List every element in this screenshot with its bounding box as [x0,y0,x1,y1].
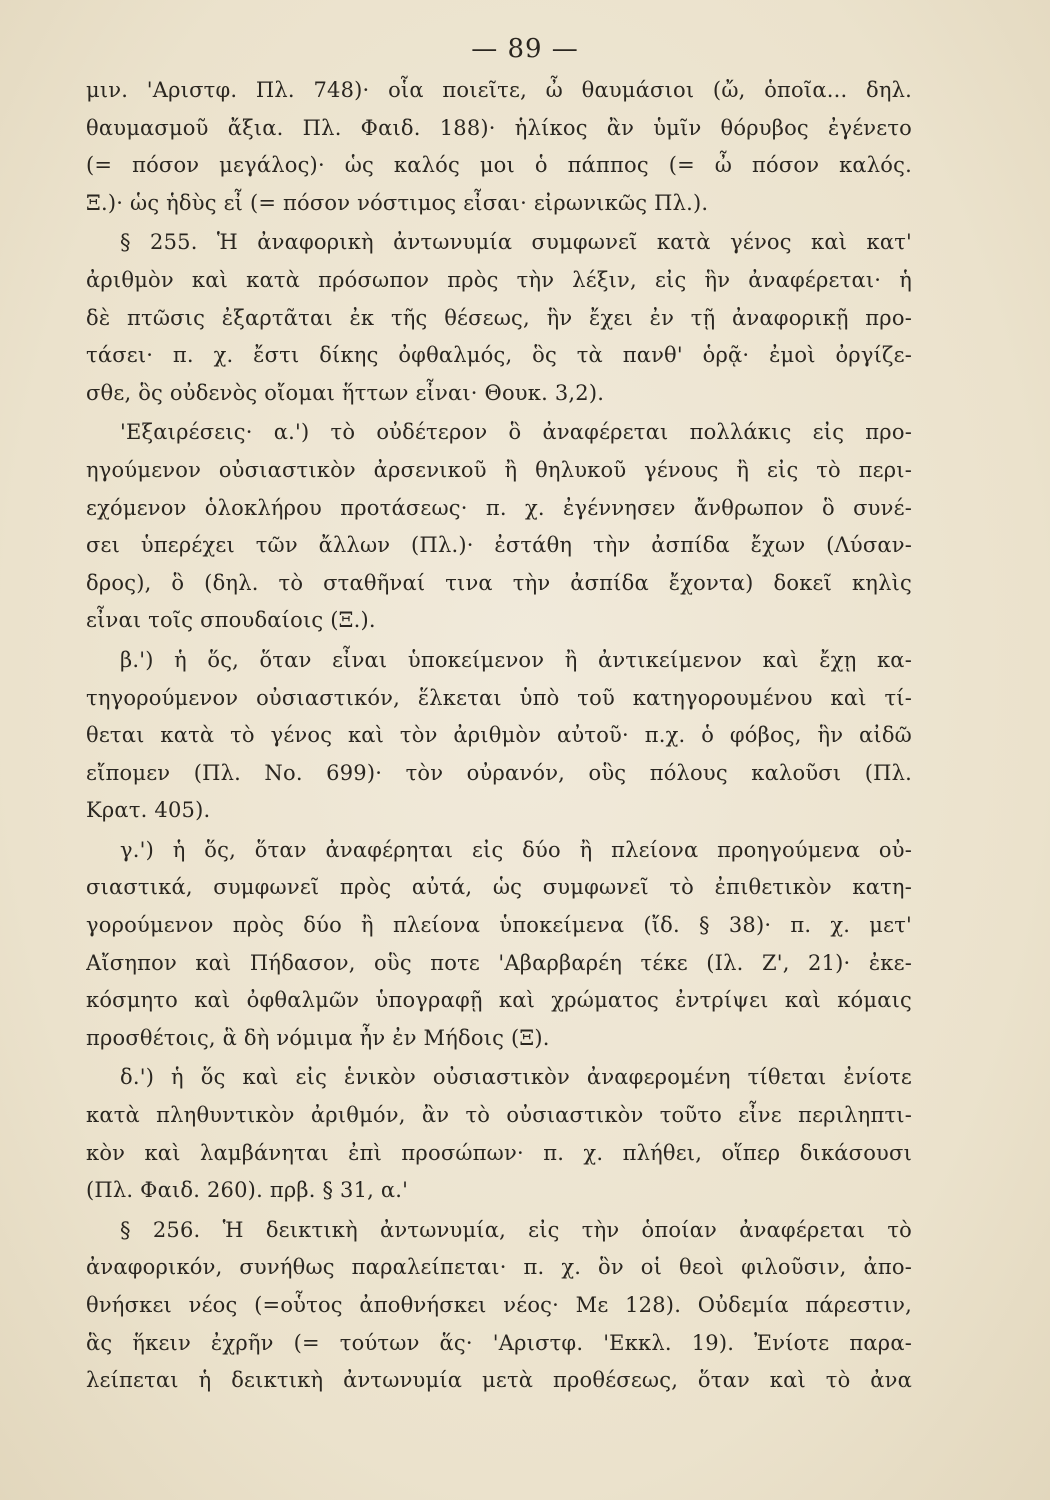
text-line: σιαστικά, συμφωνεῖ πρὸς αὐτά, ὡς συμφωνεῖ τὸ ἐπιθετικὸν κατη- [86,875,912,900]
text-line: γ.') ἡ ὅς, ὅταν ἀναφέρηται εἰς δύο ἢ πλείονα προηγούμενα οὐ- [120,837,912,862]
text-line: ἃς ἥκειν ἐχρῆν (= τούτων ἅς· 'Αριστφ. 'Εκκλ. 19). Ἐνίοτε παρα- [86,1330,912,1355]
text-line: § 255. Ἡ ἀναφορικὴ ἀντωνυμία συμφωνεῖ κατὰ γένος καὶ κατ' [120,230,912,255]
text-line: λείπεται ἡ δεικτικὴ ἀντωνυμία μετὰ προθέσεως, ὅταν καὶ τὸ ἀνα [86,1368,912,1393]
text-line: (Πλ. Φαιδ. 260). πρβ. § 31, α.' [86,1178,409,1203]
page-body-text [86,72,912,1400]
text-line: γορούμενον πρὸς δύο ἢ πλείονα ὑποκείμενα (ἴδ. § 38)· π. χ. μετ' [86,913,912,938]
text-line: τηγορούμενον οὐσιαστικόν, ἕλκεται ὑπὸ τοῦ κατηγορουμένου καὶ τί- [86,685,912,710]
text-line: Κρατ. 405). [86,798,211,823]
page-number: — 89 — [471,34,579,64]
text-line: εχόμενον ὁλοκλήρου προτάσεως· π. χ. ἐγέννησεν ἄνθρωπον ὃ συνέ- [86,495,912,520]
text-line: ηγούμενον οὐσιαστικὸν ἀρσενικοῦ ἢ θηλυκοῦ γένους ἢ εἰς τὸ περι- [86,457,912,482]
text-line: ἀναφορικόν, συνήθως παραλείπεται· π. χ. ὃν οἱ θεοὶ φιλοῦσιν, ἀπο- [86,1255,912,1280]
text-line: Αἴσηπον καὶ Πήδασον, οὓς ποτε 'Αβαρβαρέη τέκε (Ιλ. Ζ', 21)· ἐκε- [86,950,912,975]
text-line: (= πόσον μεγάλος)· ὡς καλός μοι ὁ πάππος (= ὦ πόσον καλός. [86,153,912,178]
text-line: Ξ.)· ὡς ἡδὺς εἶ (= πόσον νόστιμος εἶσαι· εἰρωνικῶς Πλ.). [86,190,709,215]
text-line: εἶναι τοῖς σπουδαίοις (Ξ.). [86,608,376,633]
text-line: κὸν καὶ λαμβάνηται ἐπὶ προσώπων· π. χ. πλήθει, οἵπερ δικάσουσι [86,1140,912,1165]
text-line: 'Εξαιρέσεις· α.') τὸ οὐδέτερον ὃ ἀναφέρεται πολλάκις εἰς προ- [120,420,912,445]
text-line: θαυμασμοῦ ἄξια. Πλ. Φαιδ. 188)· ἡλίκος ἂν ὑμῖν θόρυβος ἐγένετο [86,115,912,140]
text-line: εἴπομεν (Πλ. Νο. 699)· τὸν οὐρανόν, οὓς πόλους καλοῦσι (Πλ. [86,760,912,785]
text-line: § 256. Ἡ δεικτικὴ ἀντωνυμία, εἰς τὴν ὁποίαν ἀναφέρεται τὸ [120,1217,912,1242]
text-line: μιν. 'Αριστφ. Πλ. 748)· οἷα ποιεῖτε, ὦ θαυμάσιοι (ὤ, ὁποῖα... δηλ. [86,78,912,102]
text-line: δ.') ἡ ὅς καὶ εἰς ἑνικὸν οὐσιαστικὸν ἀναφερομένη τίθεται ἐνίοτε [120,1065,912,1090]
text-line: θνήσκει νέος (=οὗτος ἀποθνήσκει νέος· Με 128). Οὐδεμία πάρεστιν, [86,1293,912,1317]
text-line: σθε, ὃς οὐδενὸς οἴομαι ἥττων εἶναι· Θουκ. 3,2). [86,380,605,405]
text-line: κόσμητο καὶ ὀφθαλμῶν ὑπογραφῇ καὶ χρώματος ἐντρίψει καὶ κόμαις [86,988,912,1013]
text-line: β.') ἡ ὅς, ὅταν εἶναι ὑποκείμενον ἢ ἀντικείμενον καὶ ἔχῃ κα- [120,647,912,672]
text-line: τάσει· π. χ. ἔστι δίκης ὀφθαλμός, ὃς τὰ πανθ' ὁρᾷ· ἐμοὶ ὀργίζε- [86,343,912,368]
text-line: ἀριθμὸν καὶ κατὰ πρόσωπον πρὸς τὴν λέξιν, εἰς ἣν ἀναφέρεται· ἡ [86,267,912,292]
text-line: προσθέτοις, ἃ δὴ νόμιμα ἦν ἐν Μήδοις (Ξ). [86,1025,550,1050]
text-line: σει ὑπερέχει τῶν ἄλλων (Πλ.)· ἐστάθη τὴν ἀσπίδα ἔχων (Λύσαν- [86,533,912,558]
text-line: δὲ πτῶσις ἐξαρτᾶται ἐκ τῆς θέσεως, ἣν ἔχει ἐν τῇ ἀναφορικῇ προ- [86,305,912,330]
text-line: κατὰ πληθυντικὸν ἀριθμόν, ἂν τὸ οὐσιαστικὸν τοῦτο εἶνε περιληπτι- [86,1103,912,1128]
text-line: θεται κατὰ τὸ γένος καὶ τὸν ἀριθμὸν αὐτοῦ· π.χ. ὁ φόβος, ἣν αἰδῶ [86,723,912,748]
text-line: δρος), ὃ (δηλ. τὸ σταθῆναί τινα τὴν ἀσπίδα ἔχοντα) δοκεῖ κηλὶς [86,570,912,595]
